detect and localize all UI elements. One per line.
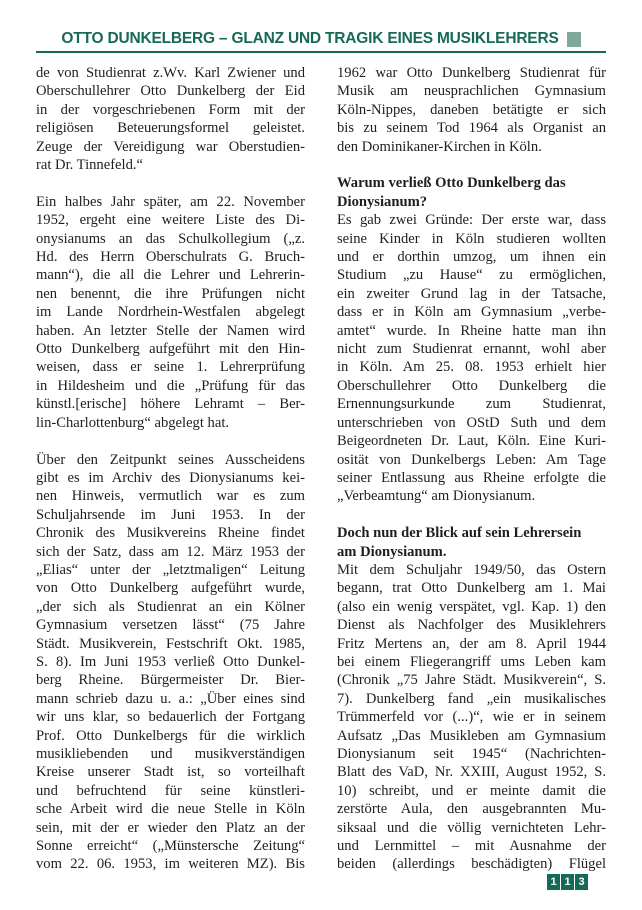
page-header [36, 29, 606, 49]
text-line: Köln-Nippes, daneben betätigte er sich [337, 101, 606, 118]
text-line: 1962 war Otto Dunkelberg Studienrat für [337, 65, 606, 81]
text-line: nen Hinweis, vermutlich war es zum [36, 488, 305, 505]
text-line: in Köln. Am 25. 08. 1953 erhielt hier [337, 359, 606, 376]
left-column [36, 64, 305, 874]
text-line: (Chronik „75 Jahre Städt. Musikverein“, S. [337, 672, 606, 689]
text-line: mann“), die all die Lehrer und Lehrerin- [36, 267, 305, 284]
text-line: osität von Dunkelbergs Leben: Am Tage [337, 451, 606, 468]
text-line: Über den Zeitpunkt seines Ausscheidens [36, 451, 305, 468]
text-line: Musik am neusprachlichen Gymnasium [337, 83, 606, 100]
page-number-box: 3 [575, 874, 588, 890]
text-line: bei einem Fliegerangriff ums Leben kam [337, 653, 606, 670]
text-line: künstl.[erische] höhere Lehramt – Ber- [36, 396, 305, 413]
text-line: nen benennt, die ihre Prüfungen nicht [36, 285, 305, 302]
text-line: Oberschullehrer Otto Dunkelberg der Eid [36, 83, 305, 100]
text-line: und befruchtend für seine künstleri- [36, 782, 305, 799]
text-line: Chronik des Musikvereins Rheine findet [36, 525, 305, 542]
page-title: OTTO DUNKELBERG – GLANZ UND TRAGIK EINES MUSIKLEHRERS [61, 30, 559, 47]
text-line: Mit dem Schuljahr 1949/50, das Ostern [337, 561, 606, 578]
text-line: seiner Entlassung aus Rheine erfolgte die [337, 469, 606, 486]
text-line: Fritz Mertens an, der am 8. April 1944 [337, 635, 606, 652]
text-line: bis zu seinem Tod 1964 als Organist an [337, 120, 606, 137]
text-line: „der sich als Studienrat an ein Kölner [36, 598, 305, 615]
text-line: (also ein wenig verspätet, vgl. Kap. 1) den [337, 598, 606, 615]
text-columns [36, 64, 606, 874]
paragraph [337, 211, 606, 506]
text-line: ein zweiter Grund lag in der Tatsache, [337, 285, 606, 302]
text-line: in der vorgeschriebenen Form mit der [36, 101, 305, 118]
text-line: im Lande Nordrhein-Westfalen abgelegt [36, 304, 305, 321]
text-line: dass er in Köln am Gymnasium „verbe- [337, 304, 606, 321]
text-line: Prof. Otto Dunkelbergs für die wirklich [36, 727, 305, 744]
paragraph [337, 561, 606, 874]
text-line: Doch nun der Blick auf sein Lehrersein [337, 525, 582, 542]
paragraph [36, 451, 305, 874]
text-line: am Dionysianum. [337, 543, 447, 560]
page-number-box: 1 [547, 874, 560, 890]
text-line: Gymnasium versetzen lässt“ (75 Jahre [36, 617, 305, 634]
text-line: musikliebenden und musikverständigen [36, 746, 305, 762]
text-line: Blatt des VaD, Nr. XXIII, August 1952, S. [337, 764, 606, 781]
text-line: gibt es im Archiv des Dionysianums kei- [36, 469, 305, 486]
text-line: mann schrieb dazu u. a.: „Über eines sind [36, 690, 305, 707]
text-line: Sonne erreicht“ („Münstersche Zeitung“ [36, 838, 305, 855]
page-number-box: 1 [561, 874, 574, 890]
text-line: amtet“ wurde. In Rheine hatte man ihn [337, 322, 606, 339]
text-line: Städt. Musikverein, Festschrift Okt. 1985, [36, 635, 305, 652]
text-line: 1952, ergeht eine weitere Liste des Di- [36, 212, 305, 229]
text-line: vom 22. 06. 1953, im weiteren MZ). Bis [36, 856, 305, 873]
text-line: Beigeordneten Dr. Laut, Köln. Eine Kuri- [337, 433, 606, 450]
text-line: Warum verließ Otto Dunkelberg das [337, 175, 566, 192]
text-line: Schuljahrsende im Juni 1953. In der [36, 506, 305, 523]
text-line: Oberschullehrer Otto Dunkelberg die [337, 377, 606, 394]
text-line: Es gab zwei Gründe: Der erste war, dass [337, 212, 606, 229]
text-line: 10) schreibt, und er meinte damit die [337, 782, 606, 799]
text-line: onysianums an das Schulkollegium („z. [36, 230, 305, 247]
text-line: rat Dr. Tinnefeld.“ [36, 157, 144, 174]
text-line: den Dominikaner-Kirchen in Köln. [337, 138, 542, 155]
text-line: de von Studienrat z.Wv. Karl Zwiener und [36, 65, 305, 81]
text-line: weisen, dass er seine 1. Lehrerprüfung [36, 359, 305, 376]
text-line: berg Rheine. Bürgermeister Dr. Bier- [36, 672, 305, 689]
title-accent-square [567, 32, 581, 47]
text-line: lin-Charlottenburg“ abgelegt hat. [36, 414, 230, 431]
text-line: seine Kinder in Köln studieren wollten [337, 230, 606, 247]
text-line: Kreise unserer Stadt ist, so vorteilhaft [36, 764, 305, 781]
text-line: unterschrieben von OStD Suth und dem [337, 414, 606, 431]
text-line: beiden (allerdings beschädigten) Flügel [337, 856, 606, 873]
text-line: Trümmerfeld vor (...)“, wie er in seinem [337, 709, 606, 726]
text-line: wir uns klar, so bedauerlich der Fortgang [36, 709, 305, 726]
paragraph [36, 64, 305, 174]
paragraph [36, 193, 305, 432]
paragraph [337, 64, 606, 156]
text-line: sche Arbeit wird die neue Stelle in Köln [36, 801, 305, 818]
text-line: 7). Dunkelberg fand „ein musikalisches [337, 690, 606, 707]
text-line: und Lernmittel – mit Ausnahme der [337, 838, 606, 855]
section-heading [337, 524, 606, 561]
text-line: „Verbeamtung“ am Dionysianum. [337, 488, 536, 505]
text-line: sein, mit der er wieder den Platz an der [36, 819, 305, 836]
right-column [337, 64, 606, 874]
text-line: „Elias“ unter der „letztmaligen“ Leitung [36, 561, 305, 578]
text-line: Dienst als Nachfolger des Musiklehrers [337, 617, 606, 634]
text-line: haben. An letzter Stelle der Namen wird [36, 322, 305, 339]
text-line: begann, trat Otto Dunkelberg am 1. Mai [337, 580, 606, 597]
text-line: Ernennungsurkunde zum Studienrat, [337, 396, 606, 413]
text-line: Otto Dunkelberg aufgeführt mit den Hin- [36, 341, 305, 358]
text-line: Dionysianum? [337, 193, 428, 210]
text-line: in Hildesheim und die „Prüfung für das [36, 377, 305, 394]
text-line: von Otto Dunkelberg aufgeführt wurde, [36, 580, 305, 597]
text-line: Zeuge der Vereidigung war Oberstudien- [36, 138, 305, 155]
text-line: Dionysianum seit 1945“ (Nachrichten- [337, 746, 606, 762]
header-rule [36, 51, 606, 53]
text-line: zerstörte Aula, den ausgebrannten Mu- [337, 801, 606, 818]
text-line: und er dorthin umzog, um ihnen ein [337, 249, 606, 266]
section-heading [337, 174, 606, 211]
page-number [547, 874, 588, 890]
text-line: S. 8). Im Juni 1953 verließ Otto Dunkel- [36, 653, 305, 670]
text-line: Ein halbes Jahr später, am 22. November [36, 193, 305, 210]
text-line: Hd. des Herrn Oberschulrats G. Bruch- [36, 249, 305, 266]
text-line: religiösen Beteuerungsformel geleistet. [36, 120, 305, 137]
text-line: sich der Satz, dass am 12. März 1953 der [36, 543, 305, 560]
text-line: Studium „zu Hause“ zu ermöglichen, [337, 267, 606, 284]
text-line: Aufsatz „Das Musikleben am Gymnasium [337, 727, 606, 744]
text-line: siksaal und die völlig vernichteten Lehr- [337, 819, 606, 836]
text-line: nicht zum Studienrat ernannt, wohl aber [337, 341, 606, 358]
